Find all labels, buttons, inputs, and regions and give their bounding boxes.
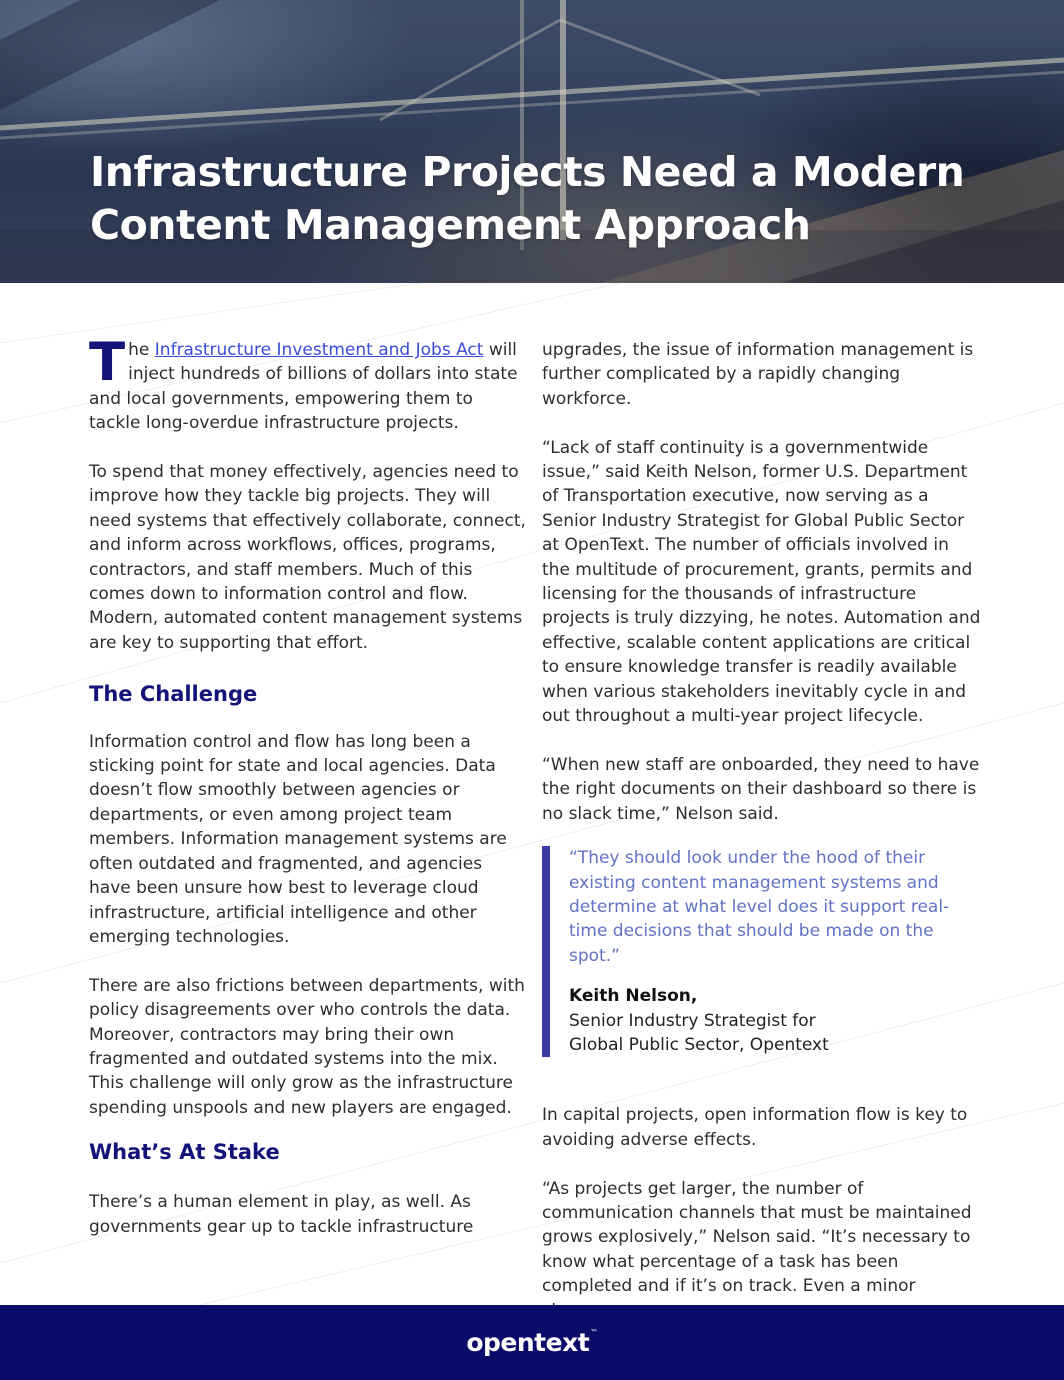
- iija-link[interactable]: Infrastructure Investment and Jobs Act: [154, 340, 484, 360]
- logo-wordmark: opentext: [466, 1328, 590, 1357]
- body-paragraph: To spend that money effectively, agencies need to improve how they tackle big projects. They will need systems that effectively collaborate, connect, and inform across workflows, offices, programs, contractors, and staff members. Much of this comes down to information control and flow. Modern, automated content management systems are key to supporting that effort.: [89, 462, 526, 653]
- intro-pre-text: he: [128, 340, 155, 360]
- body-paragraph: “As projects get larger, the number of communication channels that must be maintained grows explosively,” Nelson said. “It’s necessary to know what percentage of a task has been completed and if it’s on track. Even a minor: [542, 1178, 972, 1297]
- body-paragraph: Information control and flow has long been a sticking point for state and local agencies. Data doesn’t flow smoothly between agencies or departments, or even among project team members. Information management systems are often outdated and fragmented, and agencies have been unsure how best to leverage cloud infrastructure, artificial intelligence and other emerging technologies.: [89, 731, 507, 947]
- opentext-logo[interactable]: [466, 1328, 597, 1357]
- left-column: [89, 332, 529, 1263]
- page-title: [90, 146, 990, 252]
- intro-post-text: will inject hundreds of billions of dollars into state and local governments, empowering them to tackle long-overdue infrastructure projects.: [89, 340, 518, 434]
- quote-attribution: [562, 984, 982, 1057]
- footer-bar: [0, 1305, 1064, 1380]
- drop-cap: T: [89, 332, 126, 393]
- page-title-line-1: Infrastructure Projects Need a Modern: [90, 148, 965, 196]
- quote-author-role-line-2: Global Public Sector, Opentext: [569, 1034, 829, 1055]
- page-title-line-2: Content Management Approach: [90, 201, 811, 249]
- intro-paragraph: [89, 332, 529, 436]
- heading-whats-at-stake: What’s At Stake: [89, 1140, 280, 1165]
- trademark-symbol: ™: [590, 1328, 598, 1337]
- quote-author-name: Keith Nelson,: [569, 986, 698, 1007]
- body-paragraph: upgrades, the issue of information management is further complicated by a rapidly changing workforce.: [542, 340, 974, 409]
- quote-text: “They should look under the hood of their existing content management systems and determine at what level does it support real-time decisions that should be made on the spot.”: [569, 848, 950, 966]
- body-paragraph: In capital projects, open information flow is key to avoiding adverse effects.: [542, 1105, 968, 1150]
- pull-quote: [542, 846, 982, 1057]
- right-column: [542, 338, 982, 1347]
- body-paragraph: There’s a human element in play, as well. As governments gear up to tackle infrastructure: [89, 1192, 474, 1237]
- hero-banner: [0, 0, 1064, 283]
- body-paragraph: “Lack of staff continuity is a governmentwide issue,” said Keith Nelson, former U.S. Department of Transportation executive, now serving as a Senior Industry Strategist for Global Public Sector at OpenText. The number of officials involved in the multitude of procurement, grants, permits and licensing for the thousands of infrastructure projects is truly dizzying, he notes. Automation and effective, scalable content applications are critical to ensure knowledge transfer is readily available when various stakeholders inevitably cycle in and out throughout a multi-year project lifecycle.: [542, 437, 981, 727]
- quote-author-role-line-1: Senior Industry Strategist for: [569, 1010, 816, 1031]
- body-paragraph: There are also frictions between departments, with policy disagreements over who controls the data. Moreover, contractors may bring their own fragmented and outdated systems into the mix. This challenge will only grow as the infrastructure spending unspools and new players are engaged.: [89, 975, 525, 1118]
- body-paragraph: “When new staff are onboarded, they need to have the right documents on their dashboard so there is no slack time,” Nelson said.: [542, 754, 980, 824]
- heading-the-challenge: The Challenge: [89, 681, 258, 706]
